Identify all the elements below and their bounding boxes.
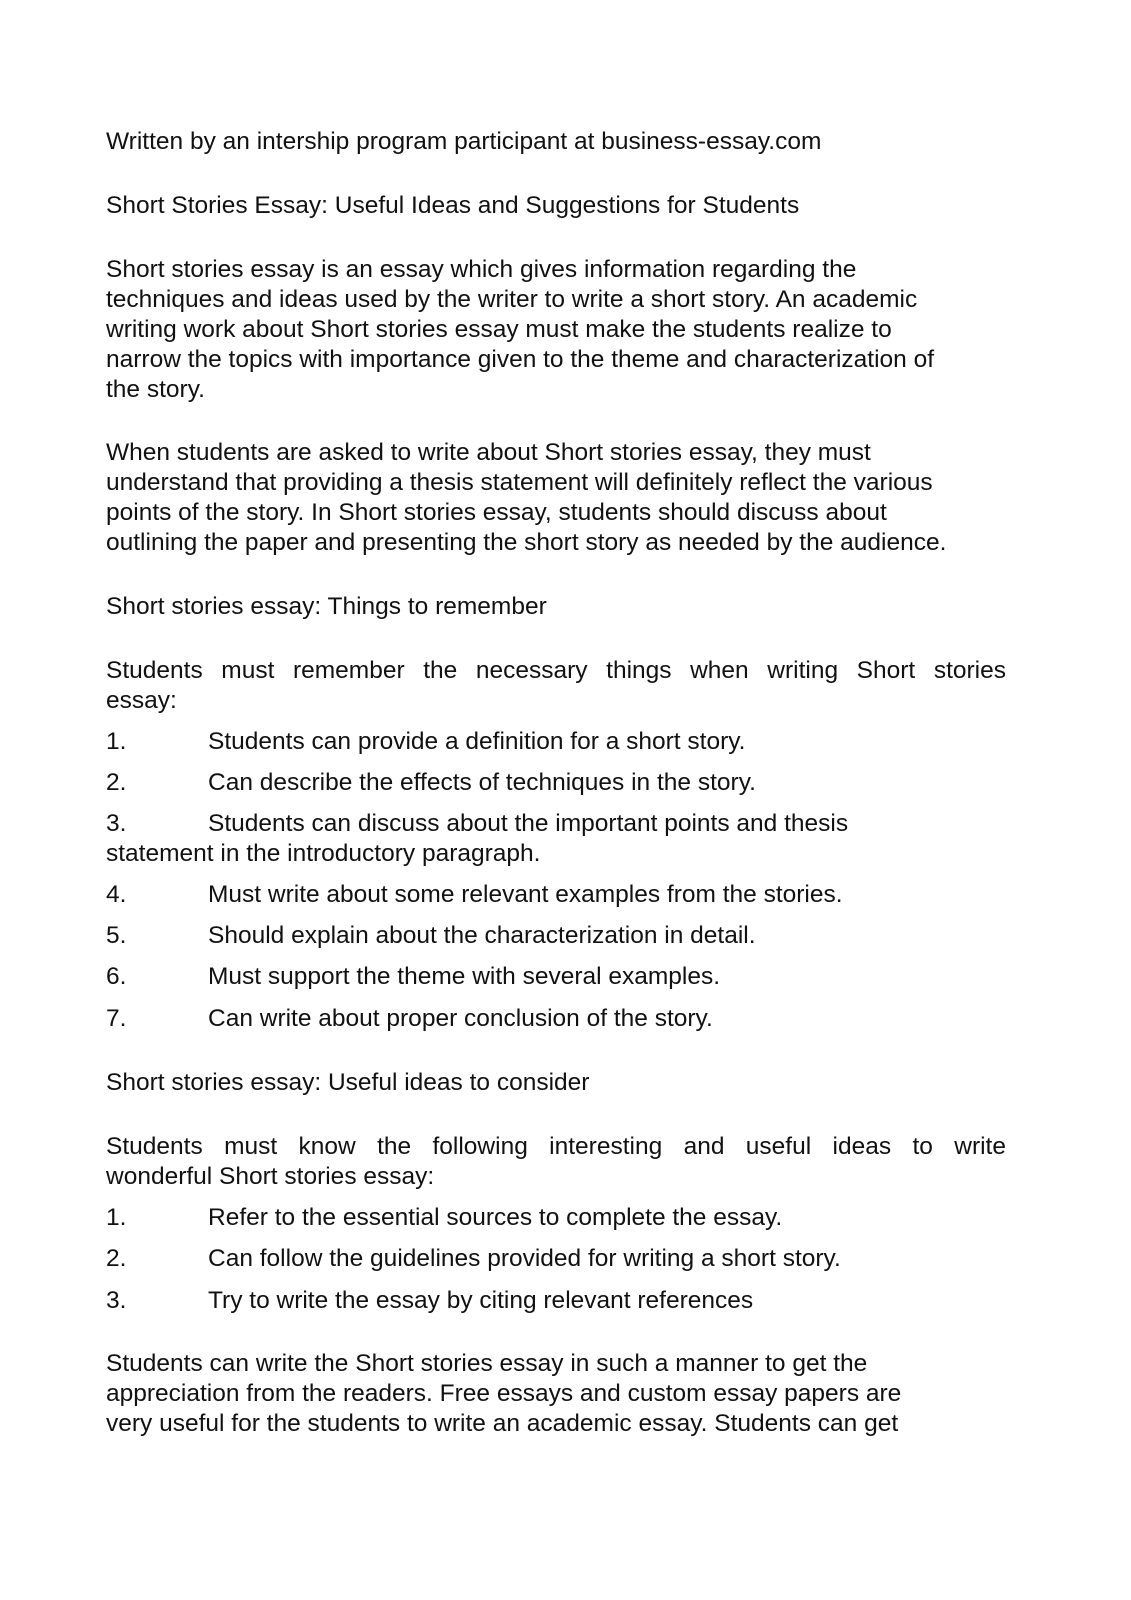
attribution-line: Written by an intership program participant at business-essay.com xyxy=(106,128,822,155)
list-item-number: 1. xyxy=(106,1204,127,1231)
list-item-text: Must write about some relevant examples from the stories. xyxy=(208,881,843,908)
text-line: very useful for the students to write an academic essay. Students can get xyxy=(106,1410,899,1437)
list-item-text: Can follow the guidelines provided for writing a short story. xyxy=(208,1245,841,1272)
list-item-continuation: statement in the introductory paragraph. xyxy=(106,840,541,867)
list-item-number: 4. xyxy=(106,881,127,908)
section-heading: Short stories essay: Things to remember xyxy=(106,593,547,620)
text-line: appreciation from the readers. Free essays and custom essay papers are xyxy=(106,1380,902,1407)
list-item-text: Can write about proper conclusion of the story. xyxy=(208,1005,713,1032)
section-intro-line: Students must know the following interesting and useful ideas to write xyxy=(106,1133,1006,1160)
section-intro-line: wonderful Short stories essay: xyxy=(106,1163,435,1190)
text-line: techniques and ideas used by the writer to write a short story. An academic xyxy=(106,286,918,313)
list-item-text: Try to write the essay by citing relevant references xyxy=(208,1287,754,1314)
list-item-number: 6. xyxy=(106,963,127,990)
list-item-text: Should explain about the characterization in detail. xyxy=(208,922,756,949)
list-item-number: 7. xyxy=(106,1005,127,1032)
document-title: Short Stories Essay: Useful Ideas and Suggestions for Students xyxy=(106,192,800,219)
list-item-text: Refer to the essential sources to complete the essay. xyxy=(208,1204,783,1231)
text-line: When students are asked to write about Short stories essay, they must xyxy=(106,439,871,466)
text-line: Short stories essay is an essay which gives information regarding the xyxy=(106,256,857,283)
list-item-number: 2. xyxy=(106,769,127,796)
list-item-number: 3. xyxy=(106,1287,127,1314)
list-item-text: Can describe the effects of techniques in the story. xyxy=(208,769,756,796)
list-item-number: 3. xyxy=(106,810,127,837)
text-line: Students can write the Short stories essay in such a manner to get the xyxy=(106,1350,868,1377)
section-intro-line: essay: xyxy=(106,687,177,714)
text-line: writing work about Short stories essay must make the students realize to xyxy=(106,316,892,343)
list-item-number: 2. xyxy=(106,1245,127,1272)
text-line: understand that providing a thesis statement will definitely reflect the various xyxy=(106,469,933,496)
text-line: points of the story. In Short stories essay, students should discuss about xyxy=(106,499,887,526)
text-line: narrow the topics with importance given to the theme and characterization of xyxy=(106,346,934,373)
section-heading: Short stories essay: Useful ideas to consider xyxy=(106,1069,590,1096)
text-line: outlining the paper and presenting the short story as needed by the audience. xyxy=(106,529,947,556)
list-item-text: Students can discuss about the important points and thesis xyxy=(208,810,849,837)
text-line: the story. xyxy=(106,376,205,403)
list-item-number: 5. xyxy=(106,922,127,949)
list-item-number: 1. xyxy=(106,728,127,755)
list-item-text: Must support the theme with several examples. xyxy=(208,963,721,990)
section-intro-line: Students must remember the necessary things when writing Short stories xyxy=(106,657,1006,684)
list-item-text: Students can provide a definition for a short story. xyxy=(208,728,746,755)
